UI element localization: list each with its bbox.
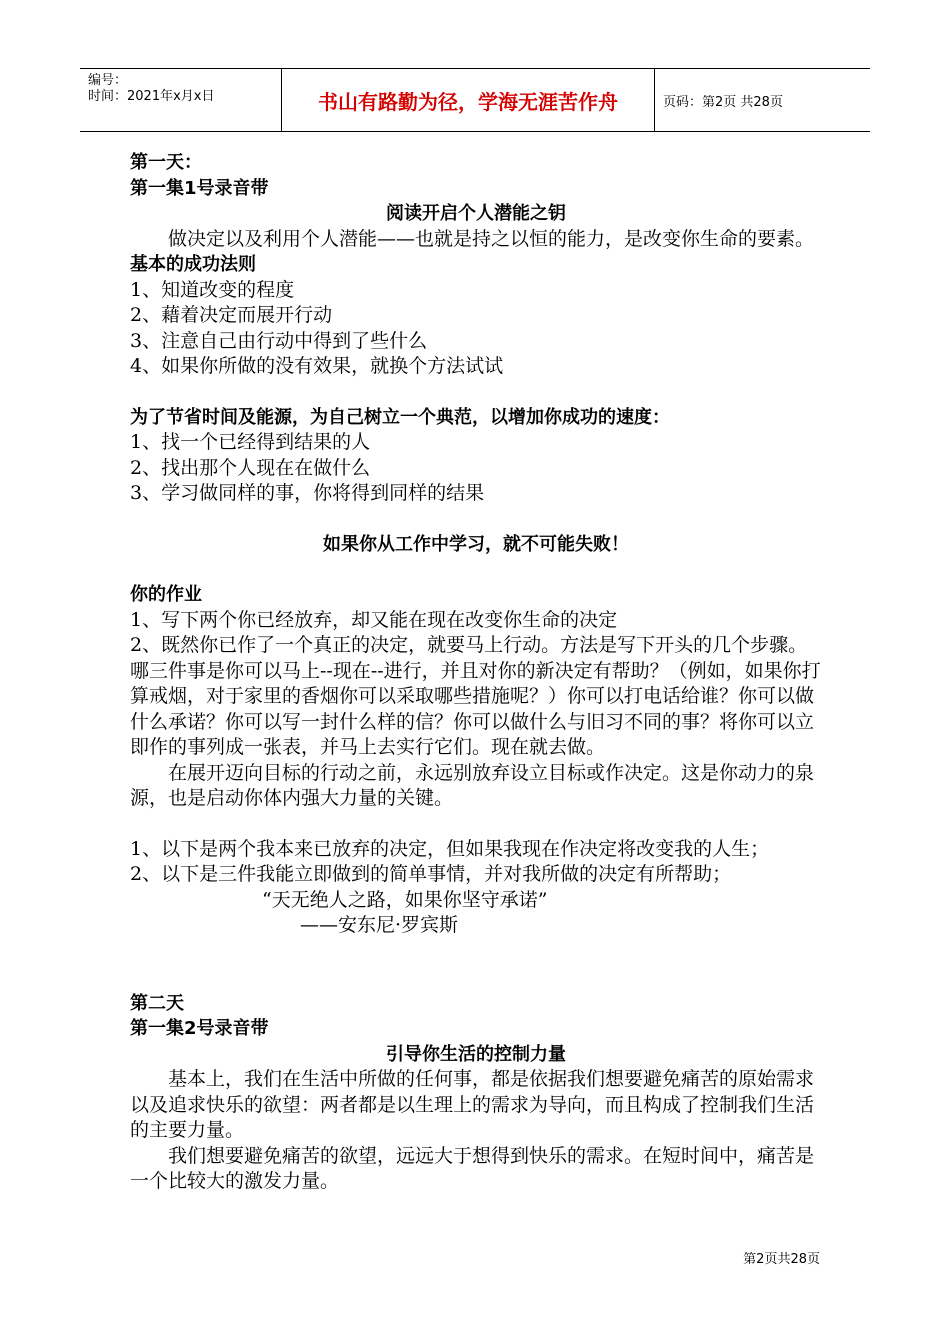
document-body bbox=[130, 150, 822, 1195]
header-meta bbox=[80, 69, 282, 131]
rule-item: 1、知道改变的程度 bbox=[130, 278, 295, 301]
header-motto: 书山有路勤为径，学海无涯苦作舟 bbox=[282, 69, 655, 131]
body-paragraph: 我们想要避免痛苦的欲望，远远大于想得到快乐的需求。在短时间中，痛苦是一个比较大的激发力量。 bbox=[130, 1144, 815, 1192]
document-date: 时间：2021年x月x日 bbox=[88, 89, 215, 104]
homework-item: 2、既然你已作了一个真正的决定，就要马上行动。方法是写下开头的几个步骤。哪三件事是你可以马上--现在--进行，并且对你的新决定有帮助？（例如，如果你打算戒烟，对于家里的香烟你可以采取哪些措施呢？）你可以打电话给谁？你可以做什么承诺？你可以写一封什么样的信？你可以做什么与旧习不同的事？将你可以立即作的事列成一张表，并马上去实行它们。现在就去做。 bbox=[130, 634, 821, 758]
homework-note: 在展开迈向目标的行动之前，永远别放弃设立目标或作决定。这是你动力的泉源，也是启动你体内强大力量的关键。 bbox=[130, 761, 815, 809]
quote-author: ——安东尼·罗宾斯 bbox=[300, 914, 459, 936]
page-header bbox=[80, 68, 870, 132]
section-title: 引导你生活的控制力量 bbox=[386, 1043, 566, 1065]
body-paragraph: 基本上，我们在生活中所做的任何事，都是依据我们想要避免痛苦的原始需求以及追求快乐的欲望：两者都是以生理上的需求为导向，而且构成了控制我们生活的主要力量。 bbox=[130, 1068, 815, 1141]
model-step: 3、学习做同样的事，你将得到同样的结果 bbox=[130, 482, 485, 504]
slogan: 如果你从工作中学习，就不可能失败！ bbox=[323, 533, 629, 555]
answer-item: 2、以下是三件我能立即做到的简单事情，并对我所做的决定有所帮助； bbox=[130, 863, 732, 885]
intro-paragraph: 做决定以及利用个人潜能——也就是持之以恒的能力，是改变你生命的要素。 bbox=[168, 227, 815, 250]
model-step: 2、找出那个人现在在做什么 bbox=[130, 456, 371, 479]
rule-item: 4、如果你所做的没有效果，就换个方法试试 bbox=[130, 355, 504, 377]
model-heading: 为了节省时间及能源，为自己树立一个典范，以增加你成功的速度： bbox=[130, 406, 670, 428]
homework-heading: 你的作业 bbox=[130, 584, 202, 605]
day-heading: 第一天： bbox=[130, 152, 202, 173]
rule-item: 2、藉着决定而展开行动 bbox=[130, 304, 333, 326]
answer-item: 1、以下是两个我本来已放弃的决定，但如果我现在作决定将改变我的人生； bbox=[130, 837, 770, 860]
tape-heading: 第一集2号录音带 bbox=[130, 1018, 269, 1039]
rule-item: 3、注意自己由行动中得到了些什么 bbox=[130, 329, 428, 352]
homework-item: 1、写下两个你已经放弃，却又能在现在改变你生命的决定 bbox=[130, 608, 618, 631]
quote: “天无绝人之路，如果你坚守承诺” bbox=[262, 888, 548, 911]
section-title: 阅读开启个人潜能之钥 bbox=[386, 203, 566, 224]
rules-heading: 基本的成功法则 bbox=[130, 254, 256, 275]
header-page-info: 页码：第2页 共28页 bbox=[663, 94, 783, 110]
day-heading: 第二天 bbox=[130, 992, 184, 1014]
page-footer: 第2页共28页 bbox=[743, 1252, 820, 1267]
model-step: 1、找一个已经得到结果的人 bbox=[130, 431, 371, 453]
tape-heading: 第一集1号录音带 bbox=[130, 177, 269, 199]
document-number-label: 编号： bbox=[88, 73, 128, 88]
